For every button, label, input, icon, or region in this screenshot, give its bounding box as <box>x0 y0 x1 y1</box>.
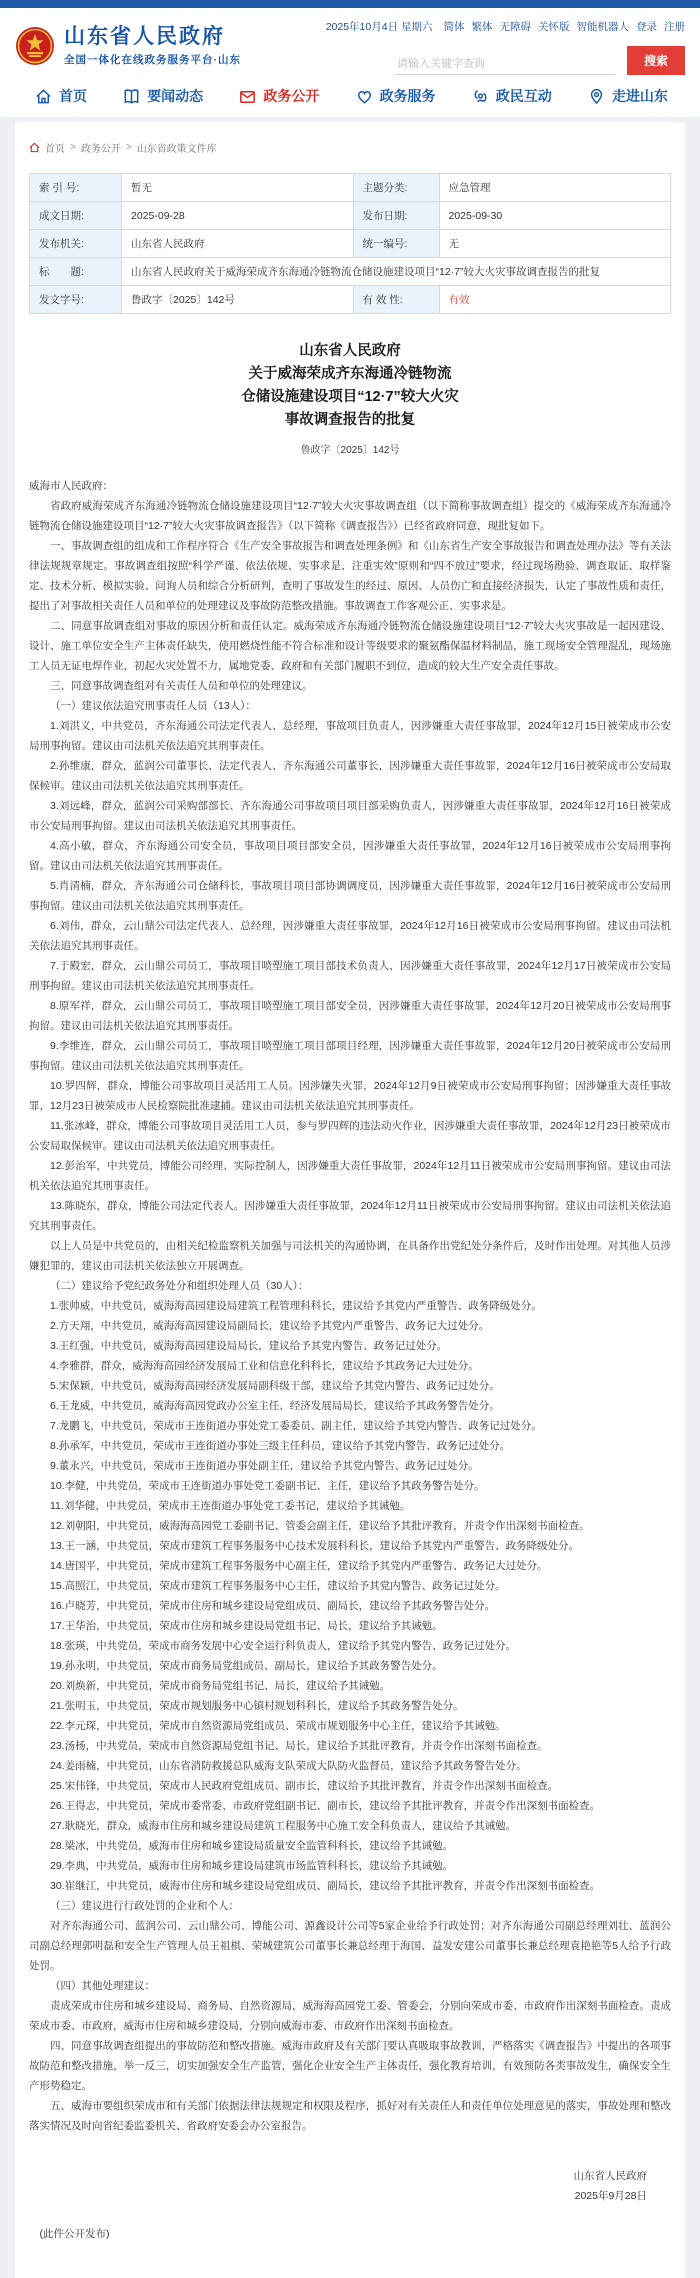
current-date: 2025年10月4日 星期六 <box>325 21 433 33</box>
utility-links-row <box>325 16 685 34</box>
breadcrumb: 首页 > 政务公开 > 山东省政策文件库 <box>29 140 671 155</box>
document-title-line: 事故调查报告的批复 <box>284 412 416 428</box>
paragraph: 22.李元琛，中共党员，荣成市自然资源局党组成员、荣成市规划服务中心主任，建议给予其诫勉。 <box>50 1720 506 1732</box>
link-accessibility[interactable]: 无障碍 <box>499 21 531 33</box>
nav-item-services[interactable]: 政务服务 <box>355 86 436 106</box>
index-number-label: 索 引 号: <box>30 174 122 202</box>
home-breadcrumb-icon <box>29 142 40 153</box>
link-login[interactable]: 登录 <box>636 21 657 33</box>
paragraph: 1.张帅威，中共党员，威海海高园建设局建筑工程管理科科长，建议给予其党内严重警告、政务降级处分。 <box>50 1300 542 1312</box>
heart-icon <box>355 87 374 106</box>
paragraph: （三）建议进行行政处罚的企业和个人： <box>50 1900 239 1912</box>
paragraph: 以上人员是中共党员的，由相关纪检监察机关加强与司法机关的沟通协调，在具备作出党纪处分条件后，及时作出处理。对其他人员涉嫌犯罪的，建议由司法机关依法独立开展调查。 <box>29 1240 671 1272</box>
topic-value: 应急管理 <box>439 174 671 202</box>
paragraph: 26.王得志，中共党员，荣成市委常委、市政府党组副书记、副市长，建议给予其批评教育，并责令作出深刻书面检查。 <box>50 1800 601 1812</box>
validity-value: 有效 <box>439 286 671 314</box>
paragraph: （四）其他处理建议： <box>50 1980 155 1992</box>
paragraph: 11.张冰峰，群众，博能公司事故项目灵活用工人员，参与罗四辉的违法动火作业，因涉嫌重大责任事故罪，2024年12月23日被荣成市公安局取保候审。建议由司法机关依法追究刑事责任。 <box>29 1120 671 1152</box>
paragraph: 19.孙永明，中共党员，荣成市商务局党组成员、副局长，建议给予其政务警告处分。 <box>50 1660 443 1672</box>
paragraph: 14.唐国平，中共党员，荣成市建筑工程事务服务中心副主任，建议给予其党内严重警告、政务记大过处分。 <box>50 1560 548 1572</box>
nav-item-news[interactable]: 要闻动态 <box>122 86 203 106</box>
paragraph: 5.宋保颖，中共党员，威海海高园经济发展局副科级干部，建议给予其党内警告、政务记过处分。 <box>50 1380 500 1392</box>
paragraph: 对齐东海通公司、蓝润公司、云山鼎公司、博能公司、源鑫设计公司等5家企业给予行政处罚；对齐东海通公司副总经理刘壮、蓝润公司副总经理郭明磊和安全生产管理人员王祖棋、荣城建筑公司董事长兼总经理于海国、益发安建公司董事长兼总经理袁艳艳等5人给予行政处罚。 <box>29 1920 671 1972</box>
breadcrumb-home[interactable]: 首页 <box>45 144 65 155</box>
publish-date-label: 发布日期: <box>353 202 439 230</box>
table-row <box>30 230 671 258</box>
validity-label: 有 效 性: <box>353 286 439 314</box>
content-card <box>15 122 685 2278</box>
paragraph: 7.龙鹏飞，中共党员，荣成市王连街道办事处党工委委员、副主任，建议给予其党内警告、政务记过处分。 <box>50 1420 542 1432</box>
paragraph: 17.王华治，中共党员，荣成市住房和城乡建设局党组书记、局长，建议给予其诫勉。 <box>50 1620 443 1632</box>
national-emblem-logo <box>15 26 55 66</box>
paragraph: 15.高照江，中共党员，荣成市建筑工程事务服务中心主任，建议给予其党内警告、政务记过处分。 <box>50 1580 506 1592</box>
table-row <box>30 202 671 230</box>
paragraph: 2.孙维康，群众，蓝润公司董事长、法定代表人、齐东海通公司董事长，因涉嫌重大责任事故罪，2024年12月16日被荣成市公安局取保候审。建议由司法机关依法追究其刑事责任。 <box>29 760 671 792</box>
document-title-line: 山东省人民政府 <box>299 343 401 359</box>
agency-label: 发布机关: <box>30 230 122 258</box>
paragraph: 9.李维连，群众，云山鼎公司员工，事故项目喷塑施工项目部项目经理，因涉嫌重大责任事故罪，2024年12月20日被荣成市公安局刑事拘留。建议由司法机关依法追究其刑事责任。 <box>29 1040 671 1072</box>
nav-item-interaction[interactable]: 政民互动 <box>471 86 552 106</box>
paragraph: 5.肖清楠，群众，齐东海通公司仓储科长，事故项目项目部协调调度员，因涉嫌重大责任事故罪，2024年12月16日被荣成市公安局刑事拘留。建议由司法机关依法追究其刑事责任。 <box>29 880 671 912</box>
paragraph: 8.原军祥，群众，云山鼎公司员工，事故项目喷塑施工项目部安全员，因涉嫌重大责任事故罪，2024年12月20日被荣成市公安局刑事拘留。建议由司法机关依法追究其刑事责任。 <box>29 1000 671 1032</box>
written-date-label: 成文日期: <box>30 202 122 230</box>
paragraph: 五、威海市要组织荣成市和有关部门依据法律法规规定和权限及程序，抓好对有关责任人和责任单位处理意见的落实，事故处理和整改落实情况及时向省纪委监委机关、省政府安委会办公室报告。 <box>29 2100 671 2132</box>
nav-item-home[interactable]: 首页 <box>34 86 87 106</box>
paragraph: 11.刘华健，中共党员，荣成市王连街道办事处党工委书记，建议给予其诫勉。 <box>50 1500 411 1512</box>
document-meta-table <box>29 173 671 314</box>
paragraph: 20.刘焕新，中共党员，荣成市商务局党组书记、局长，建议给予其诫勉。 <box>50 1680 391 1692</box>
table-row <box>30 286 671 314</box>
unified-number-label: 统一编号: <box>353 230 439 258</box>
document-title-line: 关于威海荣成齐东海通冷链物流 <box>248 366 452 382</box>
paragraph: 16.卢晓芳，中共党员，荣成市住房和城乡建设局党组成员、副局长，建议给予其政务警告处分。 <box>50 1600 496 1612</box>
paragraph: 山东省人民政府 <box>573 2170 647 2182</box>
paragraph: （二）建议给予党纪政务处分和组织处理人员（30人）： <box>50 1280 309 1292</box>
paragraph: 4.李雅群，群众，威海海高园经济发展局工业和信息化科科长，建议给予其政务记大过处分。 <box>50 1360 479 1372</box>
doc-number-value: 鲁政字〔2025〕142号 <box>122 286 354 314</box>
paragraph: 10.李健，中共党员，荣成市王连街道办事处党工委副书记、主任，建议给予其政务警告处分。 <box>50 1480 485 1492</box>
paragraph: 1.刘洪义，中共党员，齐东海通公司法定代表人、总经理，事故项目负责人，因涉嫌重大责任事故罪，2024年12月15日被荣成市公安局刑事拘留。建议由司法机关依法追究其刑事责任。 <box>29 720 671 752</box>
brand-text <box>64 25 241 67</box>
paragraph: 12.刘朝阳，中共党员，威海海高园党工委副书记、管委会副主任，建议给予其批评教育，并责令作出深刻书面检查。 <box>50 1520 590 1532</box>
paragraph: 2.方天翔，中共党员，威海海高园建设局副局长，建议给予其党内严重警告、政务记大过处分。 <box>50 1320 490 1332</box>
nav-item-info-disclosure[interactable]: 政务公开 <box>238 86 319 106</box>
paragraph: 三、同意事故调查组对有关责任人员和单位的处理建议。 <box>50 680 313 692</box>
paragraph: 12.彭治军，中共党员，博能公司经理、实际控制人，因涉嫌重大责任事故罪，2024年12月11日被荣成市公安局刑事拘留。建议由司法机关依法追究其刑事责任。 <box>29 1160 671 1192</box>
paragraph: （一）建议依法追究刑事责任人员（13人）： <box>50 700 256 712</box>
link-register[interactable]: 注册 <box>664 21 685 33</box>
paragraph: 28.梁冰，中共党员，威海市住房和城乡建设局质量安全监管科科长，建议给予其诫勉。 <box>50 1840 454 1852</box>
title-label: 标 题: <box>30 258 122 286</box>
paragraph: 27.耿晓光，群众，威海市住房和城乡建设局建筑工程服务中心施工安全科负责人，建议给予其诫勉。 <box>50 1820 517 1832</box>
table-row <box>30 174 671 202</box>
search-bar <box>395 46 685 75</box>
breadcrumb-info-disclosure[interactable]: 政务公开 <box>80 144 121 155</box>
top-blue-strip <box>0 0 700 8</box>
paragraph: 8.孙承军，中共党员，荣成市王连街道办事处三级主任科员，建议给予其党内警告、政务记过处分。 <box>50 1440 511 1452</box>
paragraph: 3.刘远峰，群众，蓝润公司采购部部长、齐东海通公司事故项目项目部采购负责人，因涉嫌重大责任事故罪，2024年12月16日被荣成市公安局刑事拘留。建议由司法机关依法追究其刑事责任。 <box>29 800 671 832</box>
search-input[interactable] <box>395 54 615 75</box>
topic-label: 主题分类: <box>353 174 439 202</box>
link-care-version[interactable]: 关怀版 <box>538 21 570 33</box>
breadcrumb-policy-library[interactable]: 山东省政策文件库 <box>136 144 217 155</box>
publish-date-value: 2025-09-30 <box>439 202 671 230</box>
nav-item-about-shandong[interactable]: 走进山东 <box>587 86 668 106</box>
document-title-line: 仓储设施建设项目“12·7”较大火灾 <box>241 389 459 405</box>
book-icon <box>122 87 141 106</box>
paragraph: 7.于殿宏，群众，云山鼎公司员工，事故项目喷塑施工项目部技术负责人，因涉嫌重大责任事故罪，2024年12月17日被荣成市公安局刑事拘留。建议由司法机关依法追究其刑事责任。 <box>29 960 671 992</box>
location-pin-icon <box>587 87 606 106</box>
paragraph: 威海市人民政府： <box>29 480 113 492</box>
paragraph: 二、同意事故调查组对事故的原因分析和责任认定。威海荣成齐东海通冷链物流仓储设施建设项目“12·7”较大火灾事故是一起因建设、设计、施工单位安全生产主体责任缺失，使用燃烧性能不符合标准和设计等级要求的聚氨酯保温材料制品，施工现场安全管理混乱，现场施工人员无证电焊作业，初起火灾处置不力，属地党委、政府和有关部门履职不到位，造成的较大生产安全责任事故。 <box>29 620 671 672</box>
paragraph: 四、同意事故调查组提出的事故防范和整改措施。威海市政府及有关部门要认真吸取事故教训，严格落实《调查报告》中提出的各项事故防范和整改措施，举一反三，切实加强安全生产监管，强化企业安全生产主体责任，强化教育培训，有效预防各类事故发生，确保安全生产形势稳定。 <box>29 2040 671 2092</box>
link-simplified[interactable]: 简体 <box>443 21 465 33</box>
paragraph: 25.宋伟锋，中共党员，荣成市人民政府党组成员、副市长，建议给予其批评教育，并责令作出深刻书面检查。 <box>50 1780 559 1792</box>
page-background <box>0 117 700 2278</box>
site-subtitle: 全国一体化在线政务服务平台·山东 <box>64 53 241 66</box>
header-utilities <box>325 16 685 75</box>
table-row <box>30 258 671 286</box>
paragraph: 18.张瑛，中共党员，荣成市商务发展中心安全运行科负责人，建议给予其党内警告、政务记过处分。 <box>50 1640 517 1652</box>
paragraph: 责成荣成市住房和城乡建设局、商务局、自然资源局，威海海高园党工委、管委会，分别向荣成市委、市政府作出深刻书面检查。责成荣成市委、市政府，威海市住房和城乡建设局，分别向威海市委、市政府作出深刻书面检查。 <box>29 2000 671 2032</box>
site-title: 山东省人民政府 <box>64 24 225 48</box>
agency-value: 山东省人民政府 <box>122 230 354 258</box>
site-brand[interactable] <box>15 16 241 75</box>
paragraph: 13.王一涵，中共党员，荣成市建筑工程事务服务中心技术发展科科长，建议给予其党内严重警告、政务降级处分。 <box>50 1540 580 1552</box>
envelope-icon <box>238 87 257 106</box>
paragraph: 6.王龙威，中共党员，威海海高园党政办公室主任、经济发展局局长，建议给予其政务警告处分。 <box>50 1400 500 1412</box>
paragraph: 省政府威海荣成齐东海通冷链物流仓储设施建设项目“12·7”较大火灾事故调查组（以下简称事故调查组）提交的《威海荣成齐东海通冷链物流仓储设施建设项目“12·7”较大火灾事故调查报告》（以下简称《调查报告》）已经省政府同意，现批复如下。 <box>29 500 671 532</box>
home-icon <box>34 87 53 106</box>
paragraph: (此件公开发布) <box>39 2228 110 2240</box>
paragraph: 24.姜雨楠，中共党员，山东省消防救援总队威海支队荣成大队防火监督员，建议给予其政务警告处分。 <box>50 1760 527 1772</box>
search-button[interactable]: 搜索 <box>627 46 685 75</box>
paragraph: 13.陈晓东，群众，博能公司法定代表人。因涉嫌重大责任事故罪，2024年12月11日被荣成市公安局刑事拘留。建议由司法机关依法追究其刑事责任。 <box>29 1200 671 1232</box>
document-body <box>29 476 671 2244</box>
paragraph: 23.汤杨，中共党员，荣成市自然资源局党组书记、局长，建议给予其批评教育，并责令作出深刻书面检查。 <box>50 1740 548 1752</box>
written-date-value: 2025-09-28 <box>122 202 354 230</box>
paragraph: 3.王红强，中共党员，威海海高园建设局局长，建议给予其党内警告、政务记过处分。 <box>50 1340 448 1352</box>
paragraph: 29.李典，中共党员，威海市住房和城乡建设局建筑市场监管科科长，建议给予其诫勉。 <box>50 1860 454 1872</box>
site-header <box>0 8 700 77</box>
title-value: 山东省人民政府关于威海荣成齐东海通冷链物流仓储设施建设项目“12·7”较大火灾事故调查报告的批复 <box>122 258 671 286</box>
paragraph: 6.刘伟，群众，云山鼎公司法定代表人、总经理，因涉嫌重大责任事故罪，2024年12月16日被荣成市公安局刑事拘留。建议由司法机关依法追究其刑事责任。 <box>29 920 671 952</box>
paragraph: 9.董永兴，中共党员，荣成市王连街道办事处副主任，建议给予其党内警告、政务记过处分。 <box>50 1460 479 1472</box>
link-smart-robot[interactable]: 智能机器人 <box>576 21 629 33</box>
doc-number-label: 发文字号: <box>30 286 122 314</box>
paragraph: 2025年9月28日 <box>574 2190 647 2202</box>
paragraph: 30.崔继江，中共党员，威海市住房和城乡建设局党组成员、副局长，建议给予其批评教育，并责令作出深刻书面检查。 <box>50 1880 601 1892</box>
paragraph: 一、事故调查组的组成和工作程序符合《生产安全事故报告和调查处理条例》和《山东省生产安全事故报告和调查处理办法》等有关法律法规规章规定。事故调查组按照“科学严谨、依法依规、实事求是、注重实效”原则和“四不放过”要求，经过现场勘验、调查取证、取样鉴定、技术分析、模拟实验、问询人员和综合分析研判，查明了事故发生的经过、原因、人员伤亡和直接经济损失，认定了事故性质和责任，提出了对事故相关责任人员和单位的处理建议及事故防范整改措施。事故调查工作客观公正、实事求是。 <box>29 540 671 612</box>
chat-icon <box>471 87 490 106</box>
main-nav <box>0 77 700 117</box>
paragraph: 21.张明玉，中共党员，荣成市规划服务中心镇村规划科科长，建议给予其政务警告处分。 <box>50 1700 464 1712</box>
document-title <box>29 340 671 432</box>
document-reference-number: 鲁政字〔2025〕142号 <box>300 445 400 456</box>
paragraph: 4.高小敏，群众，齐东海通公司安全员，事故项目项目部安全员，因涉嫌重大责任事故罪，2024年12月16日被荣成市公安局刑事拘留。建议由司法机关依法追究其刑事责任。 <box>29 840 671 872</box>
paragraph: 10.罗四辉，群众，博能公司事故项目灵活用工人员。因涉嫌失火罪，2024年12月9日被荣成市公安局刑事拘留；因涉嫌重大责任事故罪，12月23日被荣成市人民检察院批准逮捕。建议由司法机关依法追究其刑事责任。 <box>29 1080 671 1112</box>
index-number-value: 暂无 <box>122 174 354 202</box>
link-traditional[interactable]: 繁体 <box>471 21 493 33</box>
unified-number-value: 无 <box>439 230 671 258</box>
